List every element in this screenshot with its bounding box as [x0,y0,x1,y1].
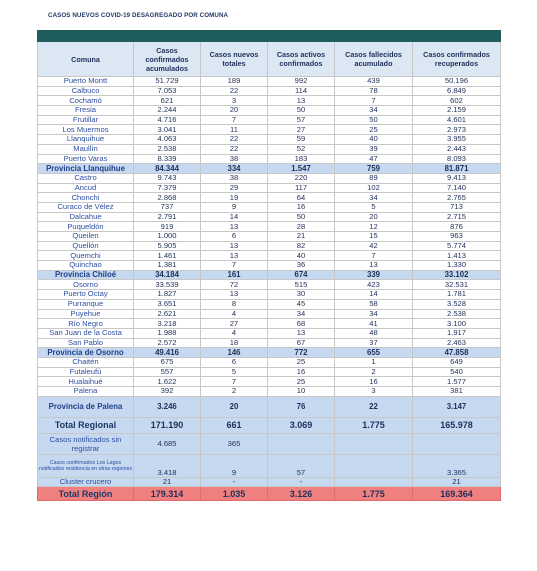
fallecidos-cell: 16 [335,377,413,387]
table-row [38,232,501,242]
activos-cell: 27 [268,125,335,135]
activos-cell: 36 [268,261,335,271]
confirmados-cell: 171.190 [134,417,201,433]
confirmados-cell: 1.381 [134,261,201,271]
recuperados-cell: 963 [413,232,501,242]
fallecidos-cell: 47 [335,154,413,164]
nuevos-cell: 161 [201,270,268,280]
activos-cell: 68 [268,319,335,329]
recuperados-cell: 33.102 [413,270,501,280]
table-row [38,328,501,338]
nuevos-cell: 9 [201,454,268,477]
activos-cell: 674 [268,270,335,280]
table-row [38,299,501,309]
activos-cell: 57 [268,454,335,477]
fallecidos-cell: 20 [335,212,413,222]
nuevos-cell: 72 [201,280,268,290]
fallecidos-cell: 41 [335,319,413,329]
fallecidos-cell: 423 [335,280,413,290]
confirmados-cell: 7.053 [134,86,201,96]
activos-cell: 114 [268,86,335,96]
fallecidos-cell: 50 [335,115,413,125]
recuperados-cell: 4.601 [413,115,501,125]
comuna-cell: Frutillar [38,115,134,125]
confirmados-cell: 7.379 [134,183,201,193]
confirmados-cell: 49.416 [134,348,201,358]
nuevos-cell: 4 [201,328,268,338]
activos-cell: 50 [268,212,335,222]
comuna-cell: Río Negro [38,319,134,329]
recuperados-cell: 32.531 [413,280,501,290]
fallecidos-cell: 37 [335,338,413,348]
activos-cell: 52 [268,144,335,154]
nuevos-cell: 13 [201,222,268,232]
activos-cell: 40 [268,251,335,261]
confirmados-cell: 1.461 [134,251,201,261]
confirmados-cell: 3.218 [134,319,201,329]
fallecidos-cell: 5 [335,202,413,212]
fallecidos-cell: 25 [335,125,413,135]
activos-cell: 76 [268,396,335,417]
confirmados-cell: 2.538 [134,144,201,154]
fallecidos-cell [335,477,413,487]
confirmados-cell: 2.621 [134,309,201,319]
confirmados-cell: 51.729 [134,77,201,87]
fallecidos-cell: 78 [335,86,413,96]
cluster-crucero-row [38,477,501,487]
confirmados-cell: 179.314 [134,487,201,501]
nuevos-cell: 6 [201,232,268,242]
activos-cell: 515 [268,280,335,290]
table-row [38,290,501,300]
fallecidos-cell: 40 [335,135,413,145]
confirmados-cell: 4.685 [134,433,201,454]
col-header-recuperados: Casos confirmados recuperados [413,42,501,77]
activos-cell: 57 [268,115,335,125]
comuna-cell: Puerto Montt [38,77,134,87]
activos-cell: 50 [268,106,335,116]
recuperados-cell [413,433,501,454]
fallecidos-cell: 7 [335,251,413,261]
nuevos-cell: 22 [201,135,268,145]
fallecidos-cell: 12 [335,222,413,232]
activos-cell: 772 [268,348,335,358]
activos-cell: 64 [268,193,335,203]
recuperados-cell: 2.765 [413,193,501,203]
confirmados-cell: 919 [134,222,201,232]
activos-cell: 3.126 [268,487,335,501]
table-row [38,387,501,397]
table-row [38,202,501,212]
recuperados-cell: 1.330 [413,261,501,271]
col-header-confirmados: Casos confirmados acumulados [134,42,201,77]
confirmados-cell: 1.827 [134,290,201,300]
activos-cell [268,433,335,454]
nuevos-cell: 146 [201,348,268,358]
fallecidos-cell: 1.775 [335,487,413,501]
comuna-cell: Puerto Varas [38,154,134,164]
comuna-cell: Curaco de Vélez [38,202,134,212]
confirmados-cell: 33.539 [134,280,201,290]
nuevos-cell: 661 [201,417,268,433]
nuevos-cell: 334 [201,164,268,174]
notified-unregistered-row [38,433,501,454]
comuna-cell: Chonchi [38,193,134,203]
comuna-cell: Puqueldón [38,222,134,232]
recuperados-cell: 3.365 [413,454,501,477]
fallecidos-cell: 34 [335,106,413,116]
activos-cell: 13 [268,328,335,338]
activos-cell: 21 [268,232,335,242]
nuevos-cell: 20 [201,106,268,116]
activos-cell: 30 [268,290,335,300]
activos-cell: 59 [268,135,335,145]
nuevos-cell: 22 [201,86,268,96]
table-row [38,96,501,106]
confirmados-cell: 392 [134,387,201,397]
table-row [38,251,501,261]
fallecidos-cell: 759 [335,164,413,174]
comuna-cell: Queilen [38,232,134,242]
fallecidos-cell: 22 [335,396,413,417]
activos-cell: 117 [268,183,335,193]
recuperados-cell: 381 [413,387,501,397]
fallecidos-cell [335,433,413,454]
table-row [38,309,501,319]
activos-cell: 67 [268,338,335,348]
confirmados-cell: 621 [134,96,201,106]
comuna-cell: Provincia Chiloé [38,270,134,280]
recuperados-cell: 3.147 [413,396,501,417]
confirmados-cell: 675 [134,357,201,367]
confirmados-cell: 737 [134,202,201,212]
col-header-activos: Casos activos confirmados [268,42,335,77]
table-row [38,106,501,116]
table-row [38,115,501,125]
comuna-cell: Hualaihué [38,377,134,387]
recuperados-cell: 2.463 [413,338,501,348]
province-subtotal-row [38,348,501,358]
nuevos-cell: 13 [201,290,268,300]
covid-table [37,30,501,501]
table-row [38,222,501,232]
fallecidos-cell: 2 [335,367,413,377]
recuperados-cell: 47.858 [413,348,501,358]
activos-cell: 25 [268,377,335,387]
nuevos-cell: 4 [201,309,268,319]
confirmados-cell: 4.063 [134,135,201,145]
comuna-cell: Osorno [38,280,134,290]
nuevos-cell: 9 [201,202,268,212]
nuevos-cell: 3 [201,96,268,106]
nuevos-cell: 29 [201,183,268,193]
table-row [38,367,501,377]
confirmados-cell: 9.743 [134,173,201,183]
activos-cell: 13 [268,96,335,106]
confirmados-cell: 1.622 [134,377,201,387]
comuna-cell: San Juan de la Costa [38,328,134,338]
fallecidos-cell: 58 [335,299,413,309]
recuperados-cell: 81.871 [413,164,501,174]
comuna-cell: Provincia de Osorno [38,348,134,358]
confirmados-cell: 3.246 [134,396,201,417]
recuperados-cell: 50.196 [413,77,501,87]
comuna-cell: Castro [38,173,134,183]
nuevos-cell: 38 [201,173,268,183]
activos-cell: 82 [268,241,335,251]
comuna-cell: Dalcahue [38,212,134,222]
recuperados-cell: 649 [413,357,501,367]
recuperados-cell: 3.528 [413,299,501,309]
comuna-cell: Provincia de Palena [38,396,134,417]
nuevos-cell: 8 [201,299,268,309]
table-row [38,338,501,348]
fallecidos-cell: 655 [335,348,413,358]
recuperados-cell: 9.413 [413,173,501,183]
comuna-cell: Quellón [38,241,134,251]
confirmados-cell: 2.244 [134,106,201,116]
comuna-cell: Chaitén [38,357,134,367]
fallecidos-cell: 14 [335,290,413,300]
comuna-cell: Calbuco [38,86,134,96]
table-row [38,193,501,203]
recuperados-cell: 8.093 [413,154,501,164]
nuevos-cell: 18 [201,338,268,348]
nuevos-cell: 7 [201,377,268,387]
activos-cell: 3.069 [268,417,335,433]
comuna-cell: Cluster crucero [38,477,134,487]
table-row [38,357,501,367]
comuna-cell: Casos confirmados Los Lagos notificados residencia en otras regiones [38,454,134,477]
table-row [38,154,501,164]
comuna-cell: Puerto Octay [38,290,134,300]
nuevos-cell: 20 [201,396,268,417]
table-row [38,77,501,87]
confirmados-cell: 3.651 [134,299,201,309]
activos-cell: 28 [268,222,335,232]
activos-cell: - [268,477,335,487]
col-header-nuevos: Casos nuevos totales [201,42,268,77]
recuperados-cell: 21 [413,477,501,487]
comuna-cell: Palena [38,387,134,397]
province-subtotal-row [38,396,501,417]
fallecidos-cell: 102 [335,183,413,193]
table-row [38,280,501,290]
recuperados-cell: 713 [413,202,501,212]
total-region-row [38,487,501,501]
nuevos-cell: 13 [201,241,268,251]
activos-cell: 183 [268,154,335,164]
comuna-cell: San Pablo [38,338,134,348]
fallecidos-cell: 7 [335,96,413,106]
recuperados-cell: 3.955 [413,135,501,145]
nuevos-cell: 19 [201,193,268,203]
recuperados-cell: 1.917 [413,328,501,338]
nuevos-cell: 7 [201,115,268,125]
nuevos-cell: 365 [201,433,268,454]
confirmados-cell: 8.339 [134,154,201,164]
activos-cell: 25 [268,357,335,367]
recuperados-cell: 540 [413,367,501,377]
comuna-cell: Futaleufú [38,367,134,377]
recuperados-cell: 2.443 [413,144,501,154]
nuevos-cell: 2 [201,387,268,397]
recuperados-cell: 1.577 [413,377,501,387]
confirmados-cell: 2.572 [134,338,201,348]
activos-cell: 16 [268,367,335,377]
col-header-comuna: Comuna [38,42,134,77]
confirmados-cell: 1.988 [134,328,201,338]
confirmados-cell: 4.716 [134,115,201,125]
nuevos-cell: 6 [201,357,268,367]
confirmados-cell: 3.418 [134,454,201,477]
comuna-cell: Casos notificados sin registrar [38,433,134,454]
activos-cell: 220 [268,173,335,183]
confirmados-cell: 34.184 [134,270,201,280]
table-row [38,261,501,271]
recuperados-cell: 169.364 [413,487,501,501]
nuevos-cell: 38 [201,154,268,164]
recuperados-cell: 1.781 [413,290,501,300]
comuna-cell: Total Región [38,487,134,501]
recuperados-cell: 2.973 [413,125,501,135]
activos-cell: 1.547 [268,164,335,174]
fallecidos-cell: 89 [335,173,413,183]
fallecidos-cell: 439 [335,77,413,87]
comuna-cell: Puyehue [38,309,134,319]
province-subtotal-row [38,164,501,174]
nuevos-cell: 22 [201,144,268,154]
nuevos-cell: 1.035 [201,487,268,501]
fallecidos-cell: 15 [335,232,413,242]
fallecidos-cell: 13 [335,261,413,271]
report-title: CASOS NUEVOS COVID-19 DESAGREGADO POR COMUNA [48,12,229,19]
recuperados-cell: 2.159 [413,106,501,116]
confirmados-cell: 3.041 [134,125,201,135]
confirmados-cell: 21 [134,477,201,487]
fallecidos-cell: 1 [335,357,413,367]
activos-cell: 10 [268,387,335,397]
activos-cell: 16 [268,202,335,212]
comuna-cell: Purranque [38,299,134,309]
recuperados-cell: 602 [413,96,501,106]
fallecidos-cell: 3 [335,387,413,397]
table-row [38,212,501,222]
fallecidos-cell [335,454,413,477]
other-region-residents-row [38,454,501,477]
confirmados-cell: 5.905 [134,241,201,251]
confirmados-cell: 2.791 [134,212,201,222]
fallecidos-cell: 39 [335,144,413,154]
confirmados-cell: 84.344 [134,164,201,174]
table-row [38,173,501,183]
nuevos-cell: 27 [201,319,268,329]
comuna-cell: Maullín [38,144,134,154]
recuperados-cell: 876 [413,222,501,232]
nuevos-cell: 189 [201,77,268,87]
confirmados-cell: 557 [134,367,201,377]
nuevos-cell: 11 [201,125,268,135]
recuperados-cell: 2.538 [413,309,501,319]
table-row [38,125,501,135]
recuperados-cell: 165.978 [413,417,501,433]
header-row [38,42,501,77]
recuperados-cell: 5.774 [413,241,501,251]
table-row [38,319,501,329]
nuevos-cell: 13 [201,251,268,261]
recuperados-cell: 1.413 [413,251,501,261]
comuna-cell: Ancud [38,183,134,193]
fallecidos-cell: 42 [335,241,413,251]
col-header-fallecidos: Casos fallecidos acumulado [335,42,413,77]
comuna-cell: Provincia Llanquihue [38,164,134,174]
nuevos-cell: 14 [201,212,268,222]
fallecidos-cell: 48 [335,328,413,338]
table-row [38,377,501,387]
comuna-cell: Cochamó [38,96,134,106]
recuperados-cell: 7.140 [413,183,501,193]
table-row [38,86,501,96]
fallecidos-cell: 1.775 [335,417,413,433]
activos-cell: 992 [268,77,335,87]
recuperados-cell: 2.715 [413,212,501,222]
comuna-cell: Quinchao [38,261,134,271]
fallecidos-cell: 34 [335,193,413,203]
fallecidos-cell: 339 [335,270,413,280]
table-row [38,183,501,193]
nuevos-cell: - [201,477,268,487]
table-row [38,135,501,145]
recuperados-cell: 6.849 [413,86,501,96]
table-row [38,241,501,251]
nuevos-cell: 5 [201,367,268,377]
comuna-cell: Total Regional [38,417,134,433]
fallecidos-cell: 34 [335,309,413,319]
header-bar [38,31,501,42]
comuna-cell: Fresia [38,106,134,116]
total-regional-row [38,417,501,433]
activos-cell: 45 [268,299,335,309]
confirmados-cell: 2.868 [134,193,201,203]
nuevos-cell: 7 [201,261,268,271]
province-subtotal-row [38,270,501,280]
table-row [38,144,501,154]
comuna-cell: Llanquihue [38,135,134,145]
activos-cell: 34 [268,309,335,319]
confirmados-cell: 1.000 [134,232,201,242]
comuna-cell: Quemchi [38,251,134,261]
comuna-cell: Los Muermos [38,125,134,135]
recuperados-cell: 3.100 [413,319,501,329]
